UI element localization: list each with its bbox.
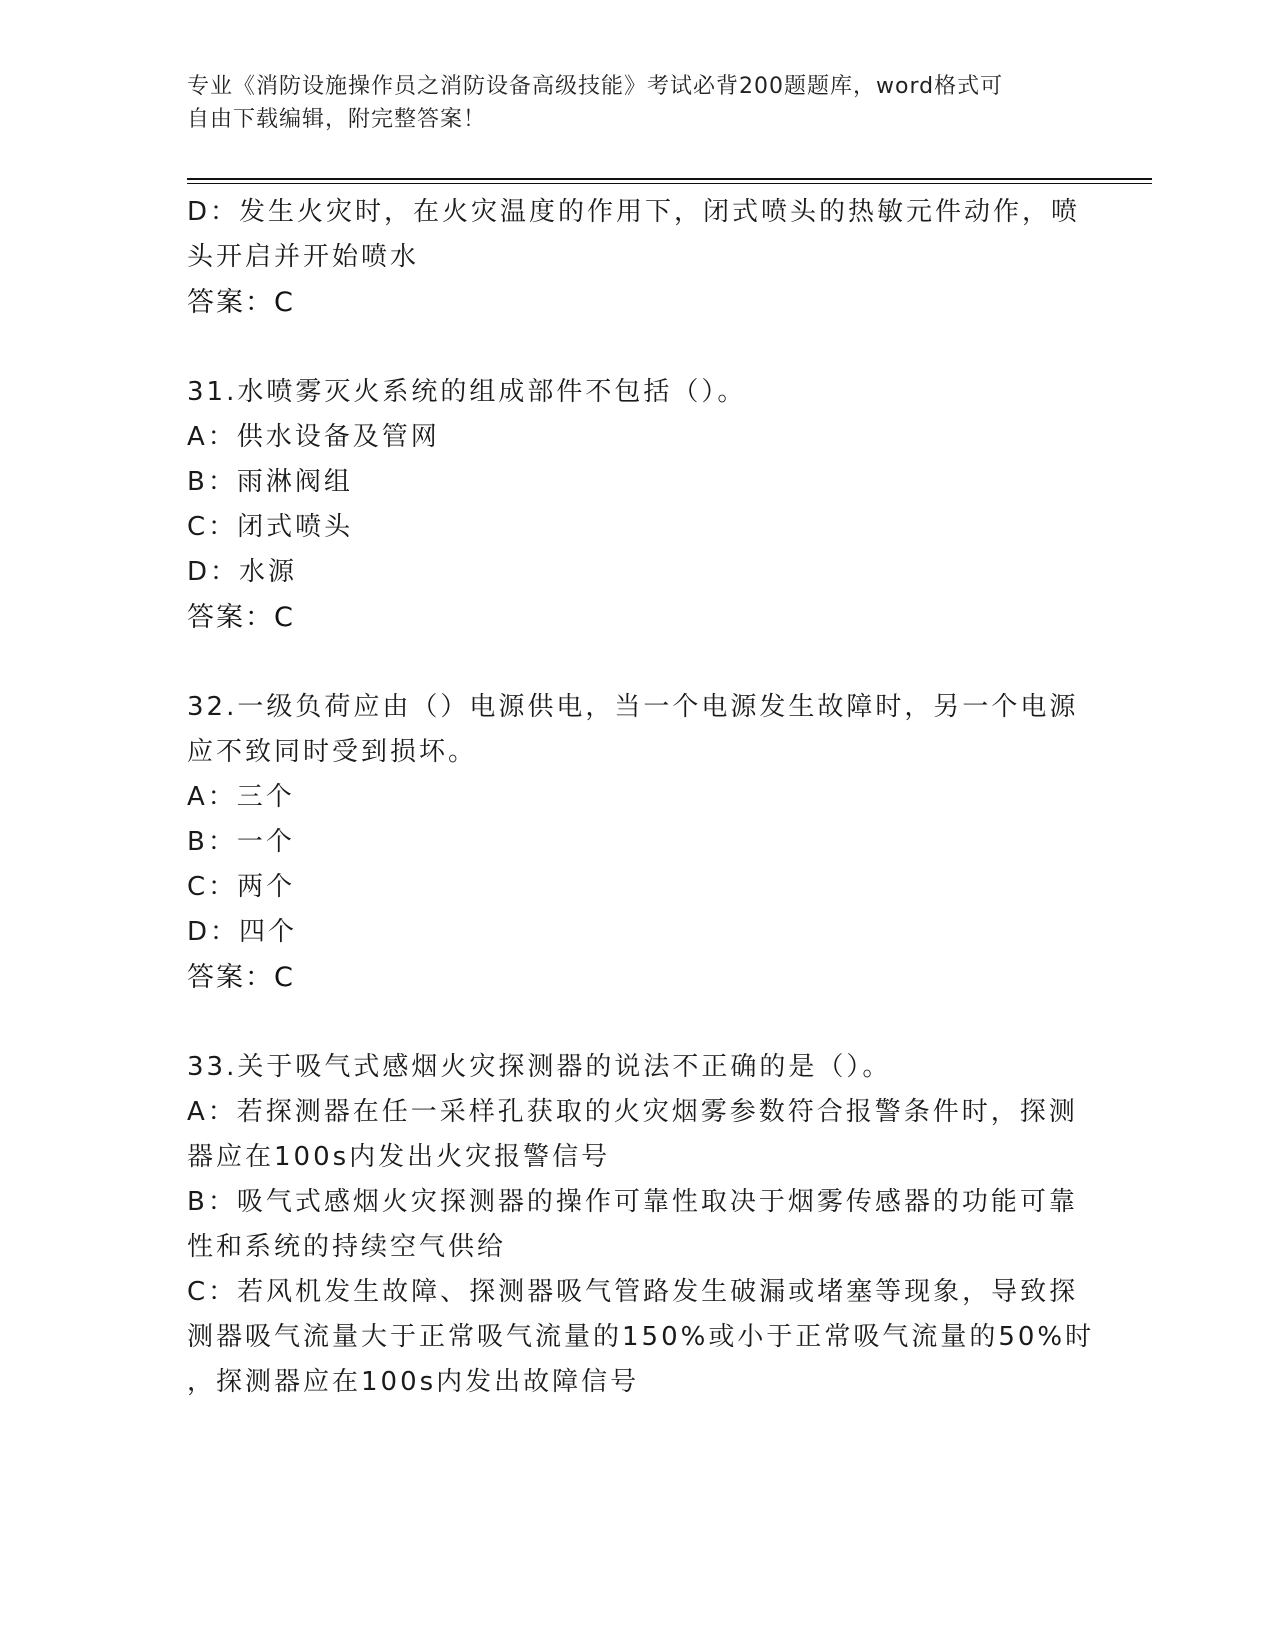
answer-label: 答案：C (187, 962, 295, 993)
option-c: C：两个 (187, 872, 296, 902)
option-b: B：雨淋阀组 (187, 467, 353, 497)
option-a: A：若探测器在任一采样孔获取的火灾烟雾参数符合报警条件时，探测 (187, 1097, 1078, 1127)
header-divider-thick (187, 178, 1152, 180)
answer-label: 答案：C (187, 602, 295, 633)
question-list (187, 190, 1095, 1405)
option-d: D：四个 (187, 917, 298, 947)
header-title-line-2: 自由下载编辑，附完整答案！ (187, 107, 487, 132)
option-d: D：发生火灾时，在火灾温度的作用下，闭式喷头的热敏元件动作，喷 (187, 197, 1081, 227)
answer-label: 答案：C (187, 287, 295, 318)
option-a: A：供水设备及管网 (187, 422, 440, 452)
question-stem: 31.水喷雾灭火系统的组成部件不包括（）。 (187, 377, 747, 407)
option-c-continued: 测器吸气流量大于正常吸气流量的150%或小于正常吸气流量的50%时 (187, 1322, 1095, 1352)
spacer (187, 640, 1077, 685)
question-31 (187, 370, 1077, 640)
option-b: B：吸气式感烟火灾探测器的操作可靠性取决于烟雾传感器的功能可靠 (187, 1187, 1078, 1217)
option-a: A：三个 (187, 782, 295, 812)
option-d-continued: 头开启并开始喷水 (187, 242, 420, 272)
question-stem-continued: 应不致同时受到损坏。 (187, 737, 478, 767)
option-d: D：水源 (187, 557, 298, 587)
option-c: C：若风机发生故障、探测器吸气管路发生破漏或堵塞等现象，导致探 (187, 1277, 1079, 1307)
spacer (187, 1000, 1077, 1045)
question-30-tail (187, 190, 1081, 325)
question-32 (187, 685, 1077, 1000)
option-b-continued: 性和系统的持续空气供给 (187, 1232, 507, 1262)
question-33 (187, 1045, 1095, 1405)
header-divider-thin (187, 183, 1152, 184)
option-c: C：闭式喷头 (187, 512, 354, 542)
page-header (187, 70, 1067, 136)
question-stem: 33.关于吸气式感烟火灾探测器的说法不正确的是（）。 (187, 1052, 892, 1082)
option-c-continued-2: ，探测器应在100s内发出故障信号 (187, 1367, 640, 1397)
spacer (187, 325, 1077, 370)
option-a-continued: 器应在100s内发出火灾报警信号 (187, 1142, 611, 1172)
header-title-line-1: 专业《消防设施操作员之消防设备高级技能》考试必背200题题库，word格式可 (187, 74, 1004, 99)
question-stem: 32.一级负荷应由（）电源供电，当一个电源发生故障时，另一个电源 (187, 692, 1079, 722)
option-b: B：一个 (187, 827, 295, 857)
